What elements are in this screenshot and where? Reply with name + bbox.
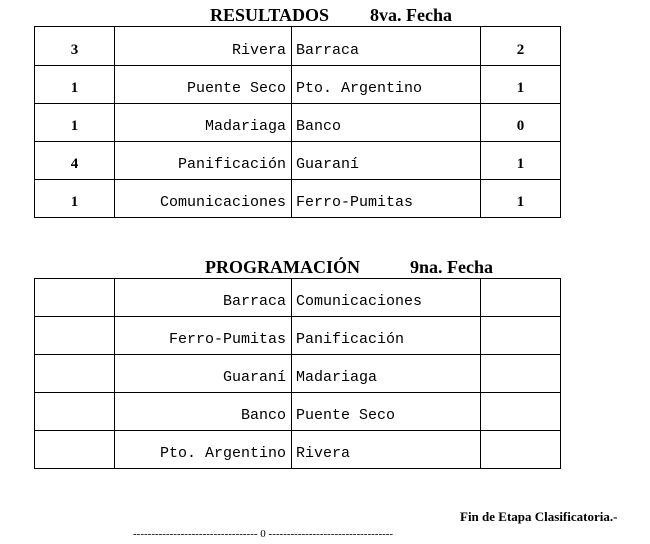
away-team: Banco: [292, 104, 481, 142]
home-team: Banco: [115, 393, 292, 431]
table-row: [35, 355, 561, 393]
footer-note: Fin de Etapa Clasificatoria.-: [460, 509, 618, 524]
home-score: 1: [35, 180, 115, 218]
resultados-title: RESULTADOS: [210, 5, 330, 25]
away-score-empty: [481, 279, 561, 317]
home-score: 4: [35, 142, 115, 180]
away-team: Madariaga: [292, 355, 481, 393]
home-team: Barraca: [115, 279, 292, 317]
home-team: Comunicaciones: [115, 180, 292, 218]
home-score: 3: [35, 27, 115, 66]
resultados-table: [34, 26, 561, 218]
programacion-title: PROGRAMACIÓN: [205, 257, 360, 277]
home-score-empty: [35, 279, 115, 317]
home-score-empty: [35, 431, 115, 469]
away-team: Puente Seco: [292, 393, 481, 431]
home-team: Guaraní: [115, 355, 292, 393]
programacion-table: [34, 278, 561, 469]
table-row: [35, 431, 561, 469]
away-score-empty: [481, 317, 561, 355]
home-team: Pto. Argentino: [115, 431, 292, 469]
away-score: 1: [481, 180, 561, 218]
away-team: Comunicaciones: [292, 279, 481, 317]
away-team: Guaraní: [292, 142, 481, 180]
home-score: 1: [35, 66, 115, 104]
away-team: Panificación: [292, 317, 481, 355]
table-row: [35, 393, 561, 431]
away-score: 1: [481, 66, 561, 104]
table-row: [35, 317, 561, 355]
away-score: 0: [481, 104, 561, 142]
table-row: [35, 27, 561, 66]
away-score-empty: [481, 431, 561, 469]
programacion-fecha: 9na. Fecha: [410, 257, 493, 277]
away-team: Rivera: [292, 431, 481, 469]
table-row: [35, 104, 561, 142]
table-row: [35, 279, 561, 317]
home-score-empty: [35, 317, 115, 355]
footer-separator: ---------------------------------- 0 ----------------------------------: [133, 528, 394, 540]
home-score-empty: [35, 355, 115, 393]
home-score: 1: [35, 104, 115, 142]
away-score-empty: [481, 355, 561, 393]
resultados-fecha: 8va. Fecha: [370, 5, 452, 25]
away-team: Barraca: [292, 27, 481, 66]
home-team: Ferro-Pumitas: [115, 317, 292, 355]
home-team: Rivera: [115, 27, 292, 66]
home-score-empty: [35, 393, 115, 431]
away-score: 2: [481, 27, 561, 66]
away-team: Pto. Argentino: [292, 66, 481, 104]
away-team: Ferro-Pumitas: [292, 180, 481, 218]
away-score: 1: [481, 142, 561, 180]
table-row: [35, 180, 561, 218]
table-row: [35, 66, 561, 104]
home-team: Madariaga: [115, 104, 292, 142]
table-row: [35, 142, 561, 180]
home-team: Panificación: [115, 142, 292, 180]
away-score-empty: [481, 393, 561, 431]
home-team: Puente Seco: [115, 66, 292, 104]
